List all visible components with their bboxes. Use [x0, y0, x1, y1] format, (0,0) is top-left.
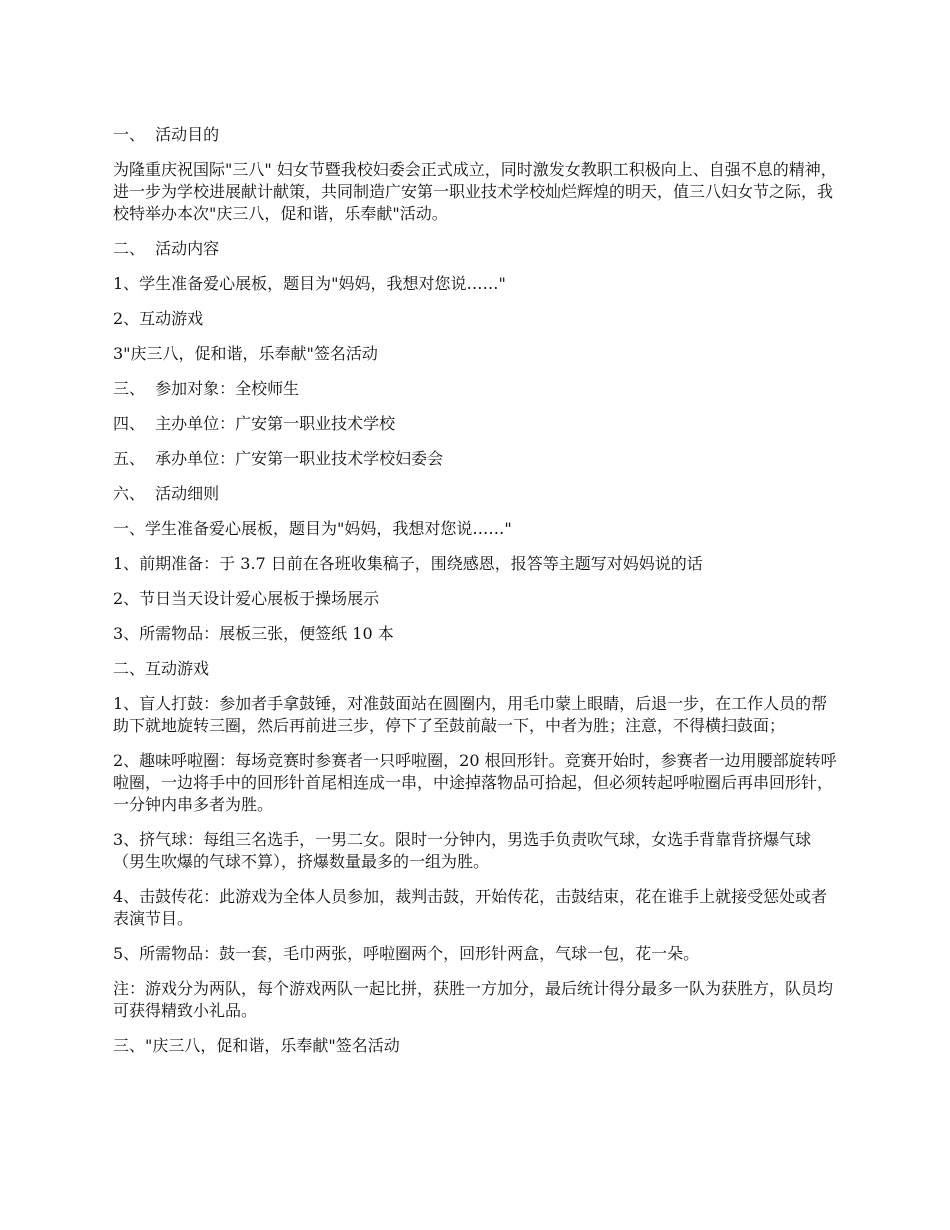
rules-section-1-item-1: 1、前期准备：于 3.7 日前在各班收集稿子，围绕感恩，报答等主题写对妈妈说的话 [113, 554, 703, 573]
rules-section-1-item-3: 3、所需物品：展板三张，便签纸 10 本 [113, 624, 394, 643]
game-blind-drum: 1、盲人打鼓：参加者手拿鼓锤，对准鼓面站在圆圈内，用毛巾蒙上眼睛，后退一步，在工作人员的帮助下就地旋转三圈，然后再前进三步，停下了至鼓前敲一下，中者为胜；注意，不得横扫鼓面； [113, 694, 828, 735]
rules-section-2-title: 二、互动游戏 [113, 659, 210, 678]
heading-organizer: 四、 主办单位：广安第一职业技术学校 [113, 414, 396, 433]
heading-activity-rules: 六、 活动细则 [113, 484, 220, 503]
rules-section-1-item-2: 2、节日当天设计爱心展板于操场展示 [113, 589, 380, 608]
rules-section-1-title: 一、学生准备爱心展板，题目为"妈妈，我想对您说……" [113, 519, 512, 538]
game-drum-pass-flower: 4、击鼓传花：此游戏为全体人员参加，裁判击鼓，开始传花，击鼓结束，花在谁手上就接受惩处或者表演节目。 [113, 887, 828, 928]
heading-activity-content: 二、 活动内容 [113, 239, 220, 258]
heading-undertaker: 五、 承办单位：广安第一职业技术学校妇委会 [113, 449, 444, 468]
heading-participants: 三、 参加对象：全校师生 [113, 379, 300, 398]
game-hula-hoop: 2、趣味呼啦圈：每场竞赛时参赛者一只呼啦圈，20 根回形针。竞赛开始时，参赛者一边用腰部旋转呼啦圈，一边将手中的回形针首尾相连成一串，中途掉落物品可拾起，但必须转起呼啦圈后再串回形针，一分钟内串多者为胜。 [113, 751, 837, 814]
game-note: 注：游戏分为两队，每个游戏两队一起比拼，获胜一方加分，最后统计得分最多一队为获胜方，队员均可获得精致小礼品。 [113, 979, 834, 1020]
purpose-paragraph: 为隆重庆祝国际"三八" 妇女节暨我校妇委会正式成立，同时激发女教职工积极向上、自强不息的精神，进一步为学校进展献计献策，共同制造广安第一职业技术学校灿烂辉煌的明天，值三八妇女节之际，我校特举办本次"庆三八，促和谐，乐奉献"活动。 [113, 160, 837, 223]
content-item-1: 1、学生准备爱心展板，题目为"妈妈，我想对您说……" [113, 274, 506, 293]
game-required-items: 5、所需物品：鼓一套，毛巾两张，呼啦圈两个，回形针两盒，气球一包，花一朵。 [113, 944, 700, 963]
game-balloon-squeeze: 3、挤气球：每组三名选手，一男二女。限时一分钟内，男选手负责吹气球，女选手背靠背挤爆气球（男生吹爆的气球不算），挤爆数量最多的一组为胜。 [113, 830, 812, 871]
content-item-2: 2、互动游戏 [113, 309, 204, 328]
heading-activity-purpose: 一、 活动目的 [113, 125, 220, 144]
content-item-3: 3"庆三八，促和谐，乐奉献"签名活动 [113, 344, 378, 363]
document-body [113, 124, 843, 1070]
rules-section-3-title: 三、"庆三八，促和谐，乐奉献"签名活动 [113, 1036, 400, 1055]
